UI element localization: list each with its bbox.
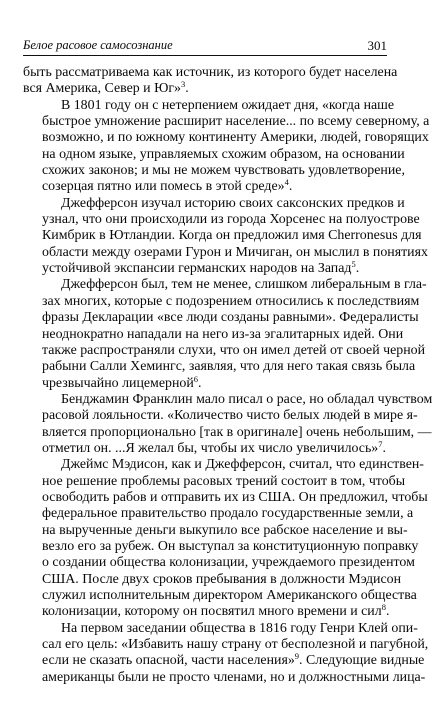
text-line	[23, 408, 418, 424]
running-header	[23, 36, 387, 56]
line-text: Бенджамин Франклин мало писал о расе, но обладал чувством	[61, 391, 432, 407]
text-line	[23, 179, 387, 195]
line-text: В 1801 году он с нетерпением ожидает дня, «когда наше	[61, 97, 395, 113]
text-line	[23, 457, 424, 473]
line-text: ное решение проблемы расовых трений состоит в том, чтобы	[42, 473, 406, 489]
line-text: колонизации, которому он посвятил много времени и сил	[42, 604, 382, 620]
line-tail: .	[355, 261, 360, 277]
text-line	[23, 588, 417, 604]
text-line	[23, 228, 422, 244]
footnote-ref: 8	[381, 602, 386, 613]
line-text: освободить рабов и отправить их из США. Он предложил, чтобы	[42, 489, 428, 505]
line-text: на одном языке, управляемых схожим образом, на основании	[42, 146, 405, 162]
line-text: рабыни Салли Хемингс, заявляя, что для него такая связь была	[42, 359, 416, 375]
line-text: везло его за рубеж. Он выступал за конституционную поправку	[42, 538, 419, 554]
line-text: зах многих, которые с подозрением относились к последствиям	[42, 293, 420, 309]
line-text: схожих законов; и мы не можем чувствовать удовлетворение,	[42, 163, 405, 179]
line-tail: .	[288, 179, 293, 195]
text-line	[23, 293, 420, 310]
line-text: быть рассматриваема как источник, из которого будет населена	[23, 65, 398, 80]
paragraph	[23, 65, 398, 98]
line-text: Джефферсон изучал историю своих саксонских предков и	[61, 195, 405, 211]
footnote-ref: 6	[193, 373, 199, 384]
text-line	[23, 277, 427, 293]
text-line	[23, 571, 402, 588]
line-text: неоднократно нападали на него из-за эгалитарных идей. Они	[42, 326, 404, 342]
line-text: сал его цель: «Избавить нашу страну от бесполезной и пагубной,	[42, 637, 429, 653]
text-line	[23, 669, 426, 686]
line-tail: .	[185, 81, 189, 97]
line-text: о создании общества колонизации, учреждаемого президентом	[42, 555, 415, 571]
paragraph	[23, 457, 428, 620]
text-line	[23, 342, 426, 359]
line-text: на вырученные деньги выкупило все рабское население и вы-	[42, 522, 408, 538]
body-text	[23, 65, 432, 686]
line-text: узнал, что они происходили из города Хорсенес на полуострове	[42, 212, 420, 228]
footnote-ref: 7	[378, 438, 383, 449]
line-tail: .	[382, 440, 386, 456]
text-line	[23, 473, 406, 490]
text-line	[23, 244, 428, 261]
text-line	[23, 261, 387, 277]
line-text: возможно, и по южному континенту Америки, людей, говорящих	[42, 130, 429, 146]
line-text: чрезвычайно лицемерной	[42, 375, 194, 391]
line-text: федеральное правительство продало государственные земли, а	[42, 506, 414, 522]
line-text: вся Америка, Север и Юг»	[23, 81, 182, 97]
paragraph	[23, 391, 432, 457]
line-text: если не сказать опасной, части населения»	[42, 653, 295, 669]
text-line	[23, 391, 432, 408]
line-text: США. После двух сроков пребывания в должности Мэдисон	[42, 571, 402, 587]
text-line	[23, 538, 419, 555]
text-line	[23, 97, 395, 114]
text-line	[23, 489, 428, 506]
line-tail: . Следующие видные	[299, 653, 425, 669]
line-text: Джефферсон был, тем не менее, слишком либеральным в гла-	[61, 277, 427, 293]
paragraph	[23, 195, 428, 278]
text-line	[23, 555, 415, 571]
text-line	[23, 130, 429, 146]
paragraph	[23, 620, 429, 686]
footnote-ref: 4	[284, 177, 289, 188]
line-text: служил исполнительным директором Американского общества	[42, 588, 417, 603]
line-text: отметил он. ...Я желал бы, чтобы их число увеличилось»	[42, 440, 379, 456]
text-line	[23, 326, 404, 343]
line-text: устойчивой экспансии германских народов на Запад	[42, 261, 352, 277]
text-line	[23, 114, 430, 130]
line-tail: .	[198, 375, 202, 391]
text-line	[23, 373, 387, 392]
footnote-ref: 3	[181, 79, 186, 90]
line-text: быстрое умножение расширит население... по всему северному, а	[42, 114, 430, 130]
text-line	[23, 602, 390, 620]
text-line	[23, 65, 398, 81]
text-line	[23, 310, 419, 326]
line-text: Джеймс Мэдисон, как и Джефферсон, считал, что единствен-	[61, 457, 424, 473]
text-line	[23, 438, 387, 457]
paragraph	[23, 97, 430, 196]
text-line	[23, 637, 429, 653]
paragraph	[23, 277, 427, 391]
line-text: американцы были не просто членами, но и должностными лица-	[42, 669, 426, 685]
line-text: области между озерами Гурон и Мичиган, он мыслил в понятиях	[42, 244, 428, 260]
line-text: вляется пропорционально [так в оригинале] очень небольшим, —	[42, 424, 432, 440]
line-text: Кимбрик в Ютландии. Когда он предложил имя Cherronesus для	[42, 228, 422, 244]
line-tail: .	[385, 604, 390, 620]
text-line	[23, 424, 432, 441]
line-text: также распространяли слухи, что он имел детей от своей черной	[42, 342, 426, 358]
line-text: расовой лояльности. «Количество чисто белых людей в мире я-	[42, 408, 418, 424]
text-line	[23, 195, 405, 212]
footnote-ref: 9	[294, 651, 300, 662]
text-line	[23, 81, 387, 97]
page-number: 301	[367, 38, 387, 53]
footnote-ref: 5	[351, 259, 356, 270]
line-text: созерцая пятно или помесь в этой среде»	[42, 179, 285, 195]
line-text: На первом заседании общества в 1816 году Генри Клей опи-	[61, 620, 418, 636]
text-line	[23, 146, 405, 163]
text-line	[23, 620, 418, 637]
line-text: фразы Декларации «все люди созданы равными». Федералисты	[42, 310, 419, 326]
text-line	[23, 522, 408, 539]
text-line	[23, 506, 414, 522]
text-line	[23, 359, 416, 375]
text-line	[23, 651, 425, 669]
text-line	[23, 212, 420, 228]
text-line	[23, 163, 405, 179]
running-title: Белое расовое самосознание	[23, 38, 173, 52]
